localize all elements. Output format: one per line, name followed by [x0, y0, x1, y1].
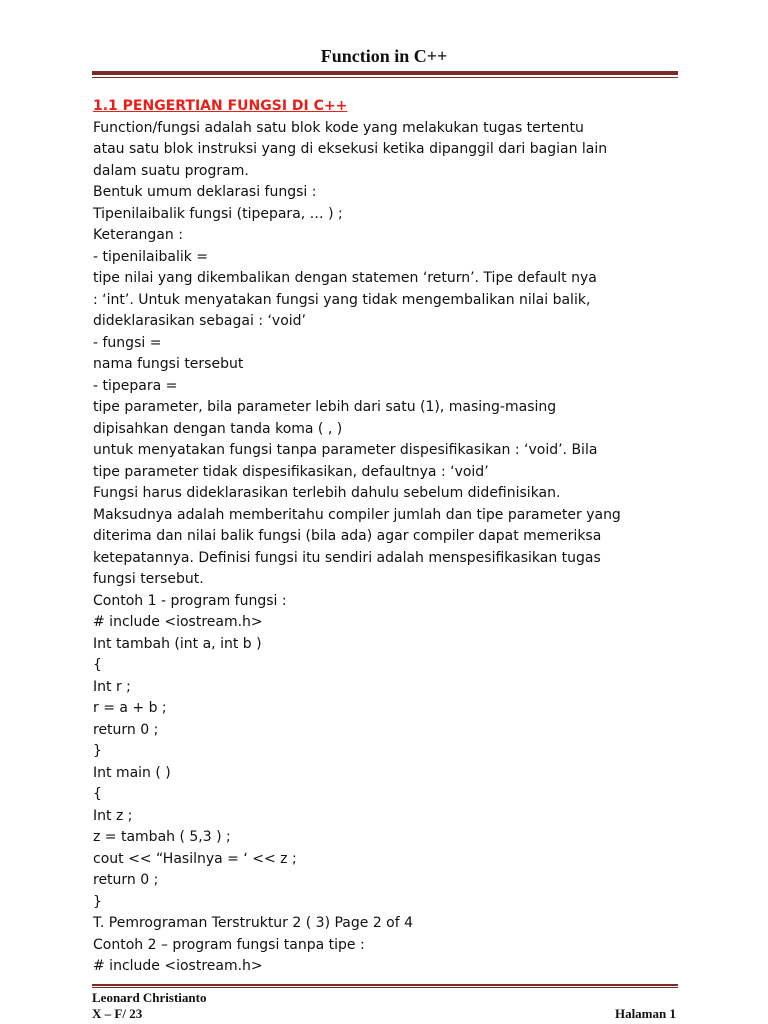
body-text [93, 118, 673, 978]
body-line: Tipenilaibalik fungsi (tipepara, … ) ; [93, 205, 343, 222]
header-divider [92, 71, 678, 75]
body-line: Function/fungsi adalah satu blok kode yang melakukan tugas tertentu [93, 119, 584, 136]
body-line: dipisahkan dengan tanda koma ( , ) [93, 420, 343, 437]
footer-page-number: Halaman 1 [614, 1006, 676, 1021]
body-line: atau satu blok instruksi yang di eksekusi ketika dipanggil dari bagian lain [93, 141, 608, 157]
body-line: : ‘int’. Untuk menyatakan fungsi yang tidak mengembalikan nilai balik, [93, 291, 591, 308]
footer-divider-thin [92, 987, 678, 988]
body-line: - tipepara = [93, 377, 178, 394]
body-line: # include <iostream.h> [93, 614, 263, 630]
body-line: return 0 ; [93, 721, 159, 738]
body-line: tipe parameter tidak dispesifikasikan, defaultnya : ‘void’ [93, 463, 489, 480]
page-title: Function in C++ [320, 46, 448, 66]
body-line: diterima dan nilai balik fungsi (bila ada) agar compiler dapat memeriksa [93, 528, 602, 544]
header-divider-thin [92, 77, 678, 78]
body-line: tipe nilai yang dikembalikan dengan statemen ‘return’. Tipe default nya [93, 270, 597, 286]
body-line: Keterangan : [93, 227, 183, 243]
footer-divider [92, 984, 678, 986]
body-line: } [93, 743, 102, 759]
body-line: dideklarasikan sebagai : ‘void’ [93, 313, 307, 329]
body-line: Fungsi harus dideklarasikan terlebih dahulu sebelum didefinisikan. [93, 485, 561, 501]
body-line: Int main ( ) [93, 764, 171, 781]
body-line: dalam suatu program. [93, 162, 249, 179]
body-line: nama fungsi tersebut [93, 356, 244, 372]
body-line: cout << “Hasilnya = ‘ << z ; [93, 850, 297, 867]
body-line: z = tambah ( 5,3 ) ; [93, 829, 231, 845]
footer-author: Leonard Christianto [92, 990, 207, 1005]
body-line: { [93, 786, 102, 802]
body-line: Int r ; [93, 678, 131, 695]
body-line: Int z ; [93, 807, 133, 824]
body-line: tipe parameter, bila parameter lebih dari satu (1), masing-masing [93, 399, 557, 415]
body-line: - fungsi = [93, 334, 162, 351]
body-line: { [93, 657, 102, 673]
body-line: Bentuk umum deklarasi fungsi : [93, 184, 317, 200]
footer-class: X – F/ 23 [92, 1006, 143, 1021]
body-line: untuk menyatakan fungsi tanpa parameter dispesifikasikan : ‘void’. Bila [93, 442, 598, 458]
body-line: fungsi tersebut. [93, 571, 204, 587]
body-line: r = a + b ; [93, 700, 167, 716]
body-line: Int tambah (int a, int b ) [93, 635, 262, 652]
body-line: ketepatannya. Definisi fungsi itu sendiri adalah menspesifikasikan tugas [93, 549, 601, 566]
body-line: } [93, 893, 102, 910]
section-heading: 1.1 PENGERTIAN FUNGSI DI C++ [93, 98, 348, 114]
body-line: return 0 ; [93, 872, 159, 888]
document-body [93, 96, 673, 978]
body-line: Maksudnya adalah memberitahu compiler jumlah dan tipe parameter yang [93, 506, 621, 523]
body-line: T. Pemrograman Terstruktur 2 ( 3) Page 2 of 4 [93, 915, 414, 931]
body-line: # include <iostream.h> [93, 958, 263, 974]
body-line: Contoh 1 - program fungsi : [93, 592, 287, 609]
body-line: Contoh 2 – program fungsi tanpa tipe : [93, 936, 365, 953]
body-line: - tipenilaibalik = [93, 248, 209, 265]
